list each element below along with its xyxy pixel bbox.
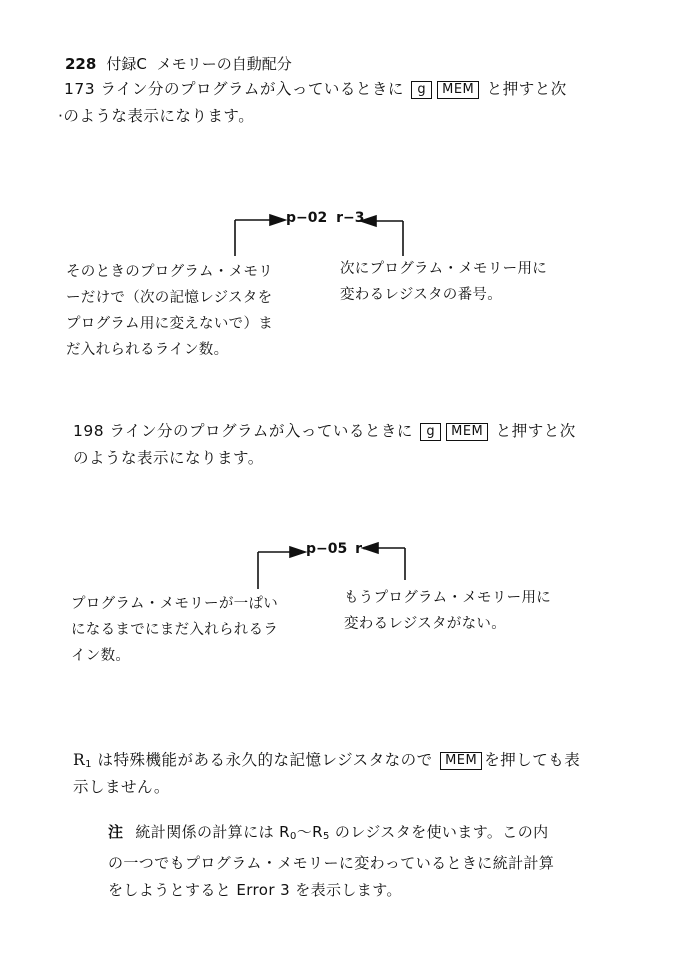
section2-text-post: と押すと次 — [495, 422, 576, 440]
caption-line: 次にプログラム・メモリー用に — [340, 261, 548, 277]
register-letter: R — [73, 751, 86, 769]
display2-caption-left — [71, 591, 278, 669]
g-key: g — [420, 423, 441, 441]
caption-line: だ入れられるライン数。 — [66, 342, 229, 358]
display2-caption-right — [344, 585, 551, 637]
section1-text: 173 ライン分のプログラムが入っているときに — [64, 80, 404, 98]
note-text: 統計関係の計算には R — [135, 823, 290, 841]
mem-key: MEM — [437, 81, 479, 99]
note-line3: をしようとすると Error 3 を表示します。 — [108, 881, 402, 899]
display2-p: p−05 — [306, 541, 348, 557]
note-text: のレジスタを使います。この内 — [329, 823, 549, 841]
page-number: 228 — [65, 55, 97, 73]
display2-r: r− — [355, 541, 374, 557]
caption-line: 変わるレジスタがない。 — [344, 616, 507, 632]
display1-caption-right — [340, 256, 547, 308]
mem-key: MEM — [446, 423, 488, 441]
display1-r: r−3 — [336, 210, 365, 226]
section2-text: 198 ライン分のプログラムが入っているときに — [73, 422, 413, 440]
caption-line: そのときのプログラム・メモリ — [66, 264, 274, 280]
caption-line: 変わるレジスタの番号。 — [340, 287, 503, 303]
caption-line: もうプログラム・メモリー用に — [344, 590, 552, 606]
note-text: 〜R — [296, 823, 323, 841]
section1-text-post: と押すと次 — [486, 80, 567, 98]
caption-line: ーだけで（次の記憶レジスタを — [66, 290, 273, 306]
chapter-label: 付録C — [106, 55, 147, 73]
note-sub: 5 — [323, 831, 330, 842]
section3-text: は特殊機能がある永久的な記憶レジスタなので — [92, 751, 433, 769]
note-label: 注 — [108, 823, 124, 841]
g-key: g — [411, 81, 432, 99]
caption-line: プログラム用に変えないで）ま — [66, 316, 274, 332]
section3-text-post: を押しても表 — [484, 751, 581, 769]
note-line1 — [108, 819, 554, 850]
register-sub: 1 — [85, 759, 93, 770]
section1-line2: ·のような表示になります。 — [58, 107, 255, 125]
caption-line: プログラム・メモリーが一ぱい — [71, 596, 279, 612]
display1-readout — [286, 210, 365, 226]
section2-line2: のような表示になります。 — [73, 449, 264, 467]
display1-p: p−02 — [286, 210, 328, 226]
caption-line: になるまでにまだ入れられるラ — [71, 622, 279, 638]
note-line2: の一つでもプログラム・メモリーに変わっているときに統計計算 — [108, 854, 555, 872]
section2-line1 — [73, 418, 576, 445]
chapter-title: メモリーの自動配分 — [156, 55, 292, 73]
caption-line: イン数。 — [71, 648, 131, 664]
note-block — [108, 819, 554, 904]
display2-readout — [306, 541, 374, 557]
note-sub: 0 — [290, 831, 297, 842]
mem-key: MEM — [440, 752, 482, 770]
display1-caption-left — [66, 259, 273, 363]
section3-line2: 示しません。 — [73, 778, 170, 796]
